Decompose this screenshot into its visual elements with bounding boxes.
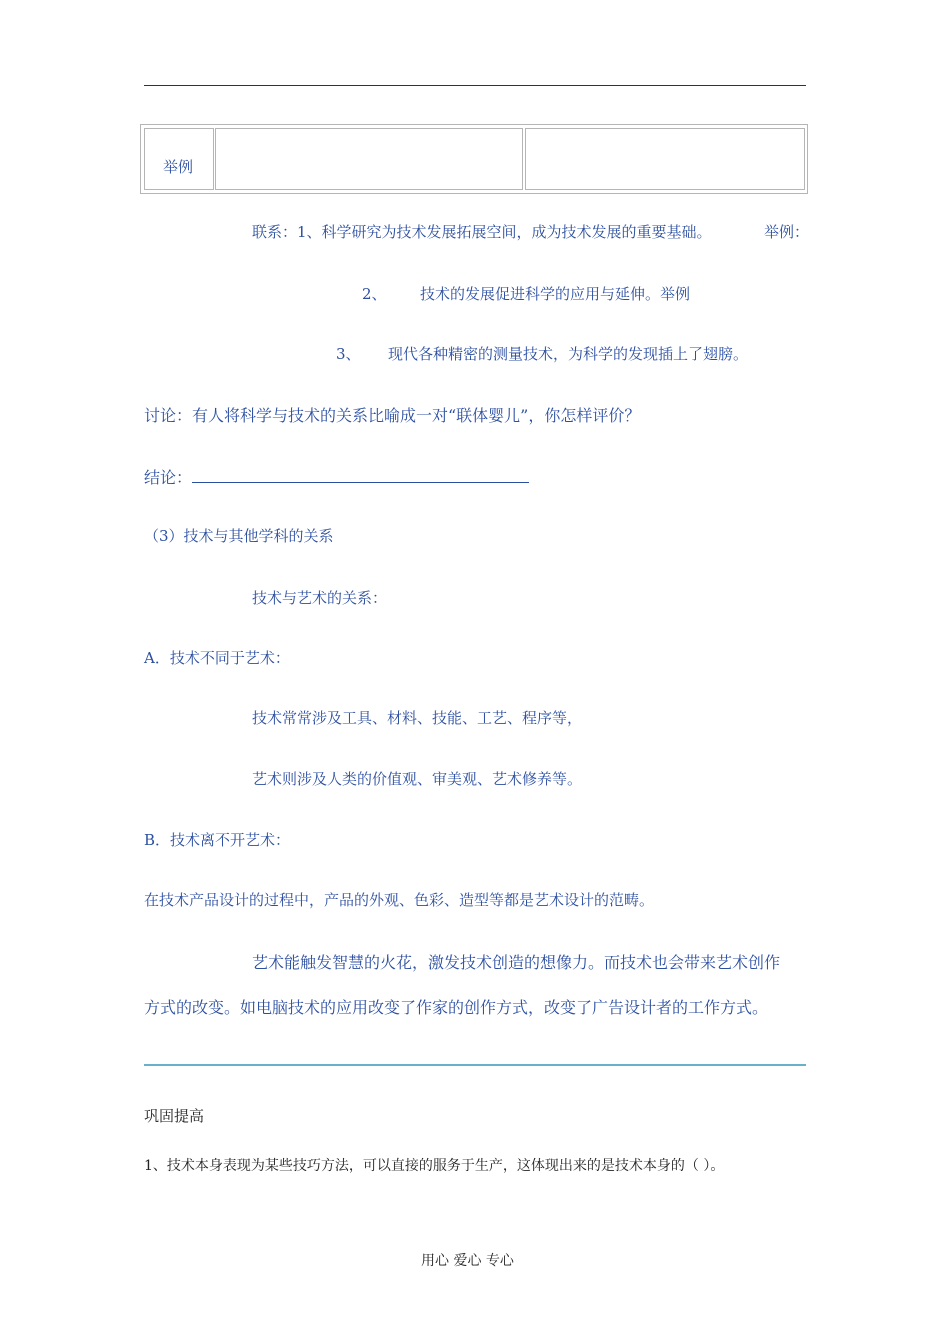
point-b-line-1: 在技术产品设计的过程中，产品的外观、色彩、造型等都是艺术设计的范畴。 [144, 891, 655, 909]
relation-item-2-number: 2、 [362, 285, 387, 303]
art-relation-heading: 技术与艺术的关系： [252, 589, 388, 607]
point-a-heading: A．技术不同于艺术： [144, 649, 290, 667]
point-b-heading: B．技术离不开艺术： [144, 831, 291, 849]
discussion-question: 讨论：有人将科学与技术的关系比喻成一对“联体婴儿”，你怎样评价？ [144, 406, 641, 425]
section-divider [144, 1064, 806, 1066]
table-cell-science [215, 128, 523, 190]
relation-item-2: 技术的发展促进科学的应用与延伸。举例 [420, 285, 691, 303]
page-footer: 用心 爱心 专心 [421, 1253, 514, 1269]
relation-item-1-example: 举例： [764, 223, 810, 241]
relation-item-1: 联系：1、科学研究为技术发展拓展空间，成为技术发展的重要基础。 [252, 223, 712, 241]
point-b-line-2a: 艺术能触发智慧的火花，激发技术创造的想像力。而技术也会带来艺术创作 [252, 953, 781, 972]
conclusion-label: 结论： [144, 468, 193, 487]
point-b-line-2b: 方式的改变。如电脑技术的应用改变了作家的创作方式，改变了广告设计者的工作方式。 [144, 998, 769, 1017]
relation-item-3: 现代各种精密的测量技术，为科学的发现插上了翅膀。 [388, 345, 749, 363]
conclusion-blank [192, 482, 529, 483]
table-cell-technology [525, 128, 805, 190]
example-table [140, 124, 808, 194]
table-row-label: 举例 [163, 158, 194, 176]
point-a-line-1: 技术常常涉及工具、材料、技能、工艺、程序等， [252, 709, 583, 727]
header-rule [144, 85, 806, 86]
consolidate-heading: 巩固提高 [144, 1107, 205, 1125]
relation-item-3-number: 3、 [336, 345, 361, 363]
point-a-line-2: 艺术则涉及人类的价值观、审美观、艺术修养等。 [252, 770, 583, 788]
question-1: 1、技术本身表现为某些技巧方法，可以直接的服务于生产，这体现出来的是技术本身的（ ）。 [144, 1158, 725, 1174]
section-3-title: （3）技术与其他学科的关系 [144, 527, 334, 545]
table-cell-label [144, 128, 214, 190]
